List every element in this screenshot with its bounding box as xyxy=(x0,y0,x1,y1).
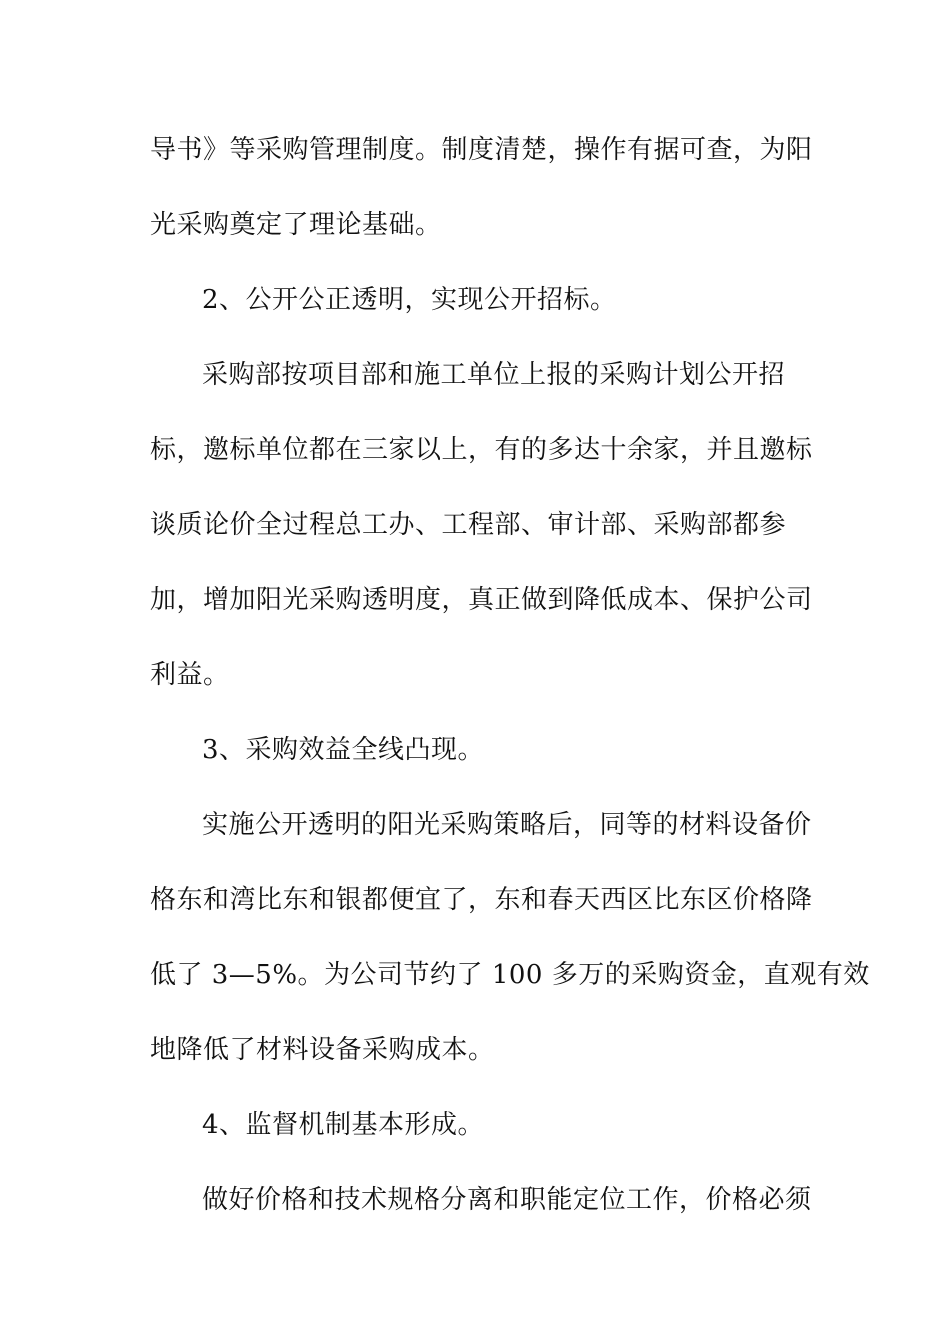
text-line: 低了 3—5%。为公司节约了 100 多万的采购资金，直观有效 xyxy=(150,960,870,990)
paragraph-start: 采购部按项目部和施工单位上报的采购计划公开招 xyxy=(202,360,786,390)
text-line: 格东和湾比东和银都便宜了，东和春天西区比东区价格降 xyxy=(150,885,813,915)
text-line: 地降低了材料设备采购成本。 xyxy=(150,1035,495,1065)
text-line: 加，增加阳光采购透明度，真正做到降低成本、保护公司 xyxy=(150,585,813,615)
text-line: 利益。 xyxy=(150,660,230,690)
section-heading: 3、采购效益全线凸现。 xyxy=(202,735,485,765)
text-line: 标，邀标单位都在三家以上，有的多达十余家，并且邀标 xyxy=(150,435,813,465)
section-heading: 2、公开公正透明，实现公开招标。 xyxy=(202,285,617,315)
text-line: 光采购奠定了理论基础。 xyxy=(150,210,442,240)
text-line: 导书》等采购管理制度。制度清楚，操作有据可查，为阳 xyxy=(150,135,813,165)
section-heading: 4、监督机制基本形成。 xyxy=(202,1110,485,1140)
text-line: 谈质论价全过程总工办、工程部、审计部、采购部都参 xyxy=(150,510,787,540)
paragraph-start: 做好价格和技术规格分离和职能定位工作，价格必须 xyxy=(202,1185,812,1215)
paragraph-start: 实施公开透明的阳光采购策略后，同等的材料设备价 xyxy=(202,810,812,840)
